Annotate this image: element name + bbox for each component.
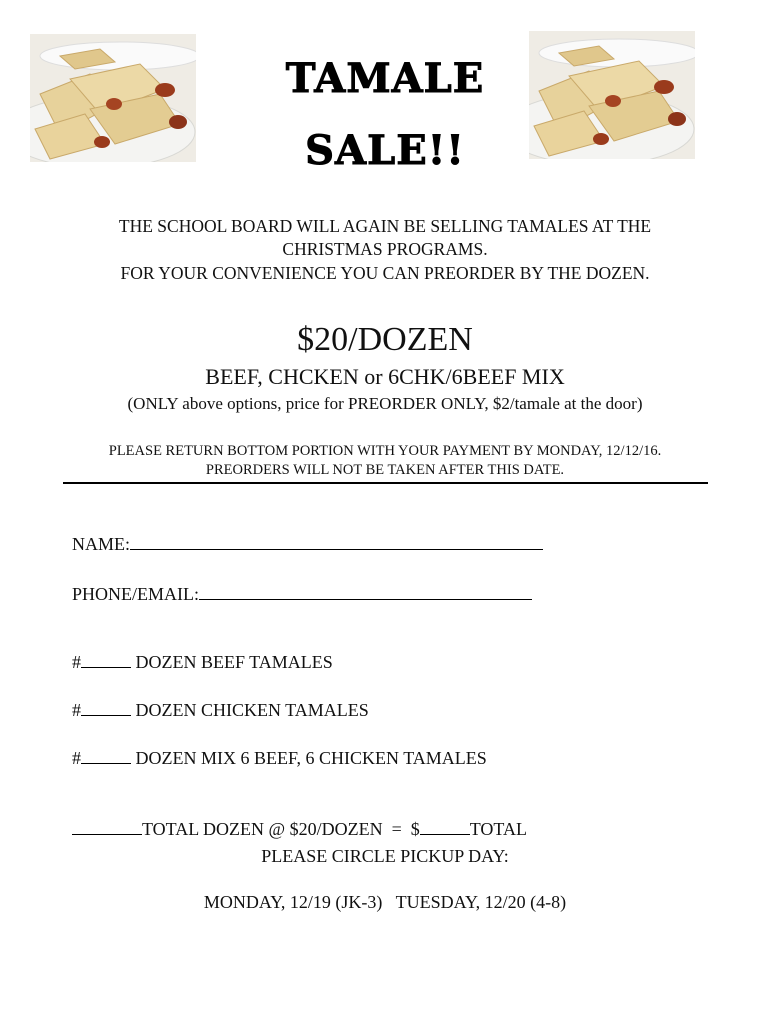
intro-line-1: THE SCHOOL BOARD WILL AGAIN BE SELLING TAMALES AT THE <box>118 216 652 236</box>
chicken-row <box>63 677 369 721</box>
mix-quantity-field[interactable] <box>81 747 131 764</box>
name-row <box>63 511 543 555</box>
phone-email-field[interactable] <box>199 583 532 600</box>
name-field[interactable] <box>130 533 543 550</box>
beef-label: DOZEN BEEF TAMALES <box>135 652 333 672</box>
total-label: TOTAL DOZEN @ $20/DOZEN = $ <box>142 819 420 839</box>
total-row <box>63 796 527 840</box>
total-suffix: TOTAL <box>469 819 527 839</box>
intro-line-3: FOR YOUR CONVENIENCE YOU CAN PREORDER BY THE DOZEN. <box>120 263 650 283</box>
pickup-option-tuesday[interactable]: TUESDAY, 12/20 (4-8) <box>395 892 567 912</box>
chicken-label: DOZEN CHICKEN TAMALES <box>135 700 369 720</box>
title-line-2: SALE!! <box>305 127 465 174</box>
mix-hash: # <box>72 748 81 768</box>
beef-row <box>63 629 333 673</box>
intro-line-2: CHRISTMAS PROGRAMS. <box>282 239 488 259</box>
mix-row <box>63 725 487 769</box>
pickup-prompt: PLEASE CIRCLE PICKUP DAY: <box>261 846 509 866</box>
mix-label: DOZEN MIX 6 BEEF, 6 CHICKEN TAMALES <box>135 748 487 768</box>
divider-line <box>63 482 708 484</box>
pickup-options <box>40 891 730 913</box>
options-note: (ONLY above options, price for PREORDER ONLY, $2/tamale at the door) <box>127 394 643 413</box>
beef-hash: # <box>72 652 81 672</box>
chicken-quantity-field[interactable] <box>81 699 131 716</box>
options-text: BEEF, CHCKEN or 6CHK/6BEEF MIX <box>205 364 565 389</box>
return-notice-line-2: PREORDERS WILL NOT BE TAKEN AFTER THIS DATE. <box>205 462 565 478</box>
phone-row <box>63 561 532 605</box>
title-line-1: TAMALE <box>285 55 485 102</box>
name-label: NAME: <box>72 534 130 554</box>
pickup-option-monday[interactable]: MONDAY, 12/19 (JK-3) <box>203 892 383 912</box>
return-notice-line-1: PLEASE RETURN BOTTOM PORTION WITH YOUR PAYMENT BY MONDAY, 12/12/16. <box>108 443 662 459</box>
chicken-hash: # <box>72 700 81 720</box>
tamale-photo-left <box>30 34 196 162</box>
phone-label: PHONE/EMAIL: <box>72 584 199 604</box>
total-amount-field[interactable] <box>420 818 470 835</box>
total-dozen-field[interactable] <box>72 818 142 835</box>
beef-quantity-field[interactable] <box>81 651 131 668</box>
tamale-illustration-left <box>30 34 196 162</box>
price-heading: $20/DOZEN <box>297 321 473 358</box>
